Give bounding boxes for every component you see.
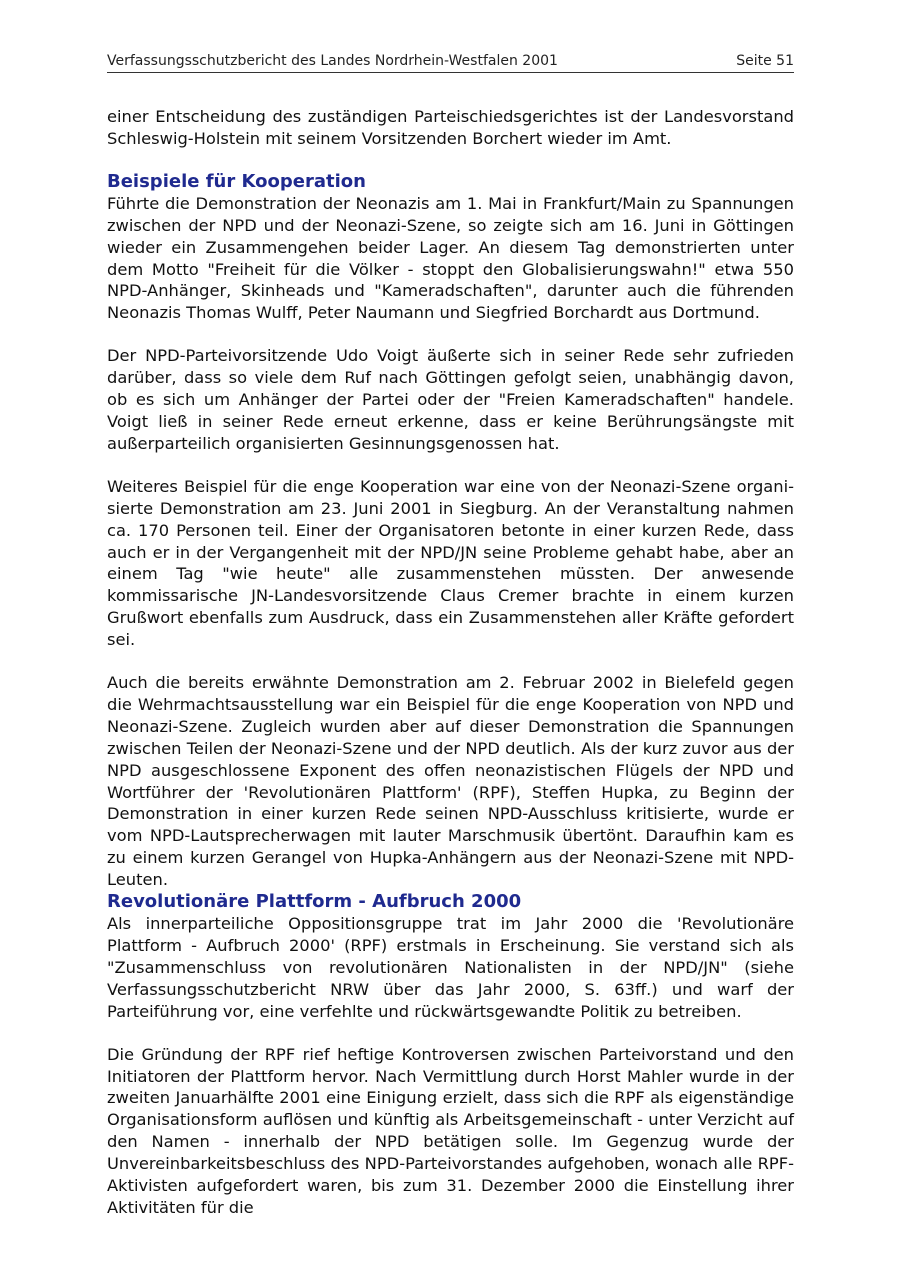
section-heading-rpf: Revolutionäre Plattform - Aufbruch 2000 [107,891,522,913]
paragraph: Die Gründung der RPF rief heftige Kontroversen zwischen Parteivorstand und den Initiatoren der Plattform hervor. Nach Vermittlung durch Horst Mahler wurde in der zweiten Januarhälfte 2001 eine Einigung erzielt, dass sich die RPF als eigenständige Organisationsform auflösen und künftig als Arbeitsgemeinschaft - unter Verzicht auf den Namen - innerhalb der NPD betätigen solle. Im Gegenzug wurde der Unvereinbarkeitsbeschluss des NPD-Parteivorstandes aufgehoben, wonach alle RPF-Aktivisten aufgefordert waren, bis zum 31. Dezember 2000 die Einstellung ihrer Aktivitäten für die [107,1044,794,1217]
page-number: Seite 51 [736,53,794,69]
document-page [107,52,794,1219]
paragraph: Weiteres Beispiel für die enge Kooperation war eine von der Neonazi-Szene organisierte Demonstration am 23. Juni 2001 in Siegburg. An der Veranstaltung nahmen ca. 170 Personen teil. Einer der Organisatoren betonte in einer kurzen Rede, dass auch er in der Vergangenheit mit der NPD/JN seine Probleme gehabt habe, aber an einem Tag "wie heute" alle zusammenstehen müssten. Der anwesende kommissarische JN-Landesvorsitzende Claus Cremer brachte in einem kurzen Grußwort ebenfalls zum Ausdruck, dass ein Zusammenstehen aller Kräfte gefordert sei. [107,476,794,650]
paragraph: Als innerparteiliche Oppositionsgruppe trat im Jahr 2000 die 'Revolutionäre Plattform - Aufbruch 2000' (RPF) erstmals in Erscheinung. Sie verstand sich als "Zusammenschluss von revolutionären Nationalisten in der NPD/JN" (siehe Verfassungsschutzbericht NRW über das Jahr 2000, S. 63ff.) und warf der Parteiführung vor, eine verfehlte und rückwärtsgewandte Politik zu betreiben. [107,914,794,1021]
intro-paragraph: einer Entscheidung des zuständigen Parteischiedsgerichtes ist der Landesvorstand Schleswig-Holstein mit seinem Vorsitzenden Borchert wieder im Amt. [107,107,794,148]
header-title: Verfassungsschutzbericht des Landes Nordrhein-Westfalen 2001 [107,53,558,69]
paragraph: Führte die Demonstration der Neonazis am 1. Mai in Frankfurt/Main zu Spannungen zwischen der NPD und der Neonazi-Szene, so zeigte sich am 16. Juni in Göttingen wieder ein Zusammengehen beider Lager. An diesem Tag demonstrierten unter dem Motto "Freiheit für die Völker - stoppt den Globalisierungswahn!" etwa 550 NPD-Anhänger, Skinheads und "Kameradschaften", darunter auch die führenden Neonazis Thomas Wulff, Peter Naumann und Siegfried Borchardt aus Dortmund. [107,193,794,323]
running-header [107,52,794,73]
paragraph: Auch die bereits erwähnte Demonstration am 2. Februar 2002 in Bielefeld gegen die Wehrmachtsausstellung war ein Beispiel für die enge Kooperation von NPD und Neonazi-Szene. Zugleich wurden aber auf dieser Demonstration die Spannungen zwischen Teilen der Neonazi-Szene und der NPD deutlich. Als der kurz zuvor aus der NPD ausgeschlossene Exponent des offen neonazistischen Flügels der NPD und Wortführer der 'Revolutionären Plattform' (RPF), Steffen Hupka, zu Beginn der Demonstration in einer kurzen Rede seinen NPD-Ausschluss kritisierte, wurde er vom NPD-Lautsprecherwagen mit lauter Marschmusik übertönt. Daraufhin kam es zu einem kurzen Gerangel von Hupka-Anhängern aus der Neonazi-Szene mit NPD-Leuten. [107,673,794,890]
page-content [107,106,794,1219]
paragraph: Der NPD-Parteivorsitzende Udo Voigt äußerte sich in seiner Rede sehr zufrieden darüber, dass so viele dem Ruf nach Göttingen gefolgt seien, unabhängig davon, ob es sich um Anhänger der Partei oder der "Freien Kameradschaften" handele. Voigt ließ in seiner Rede erneut erkenne, dass er keine Berührungsängste mit außerparteilich organisierten Gesinnungsgenossen hat. [107,346,794,453]
section-heading-kooperation: Beispiele für Kooperation [107,170,366,192]
